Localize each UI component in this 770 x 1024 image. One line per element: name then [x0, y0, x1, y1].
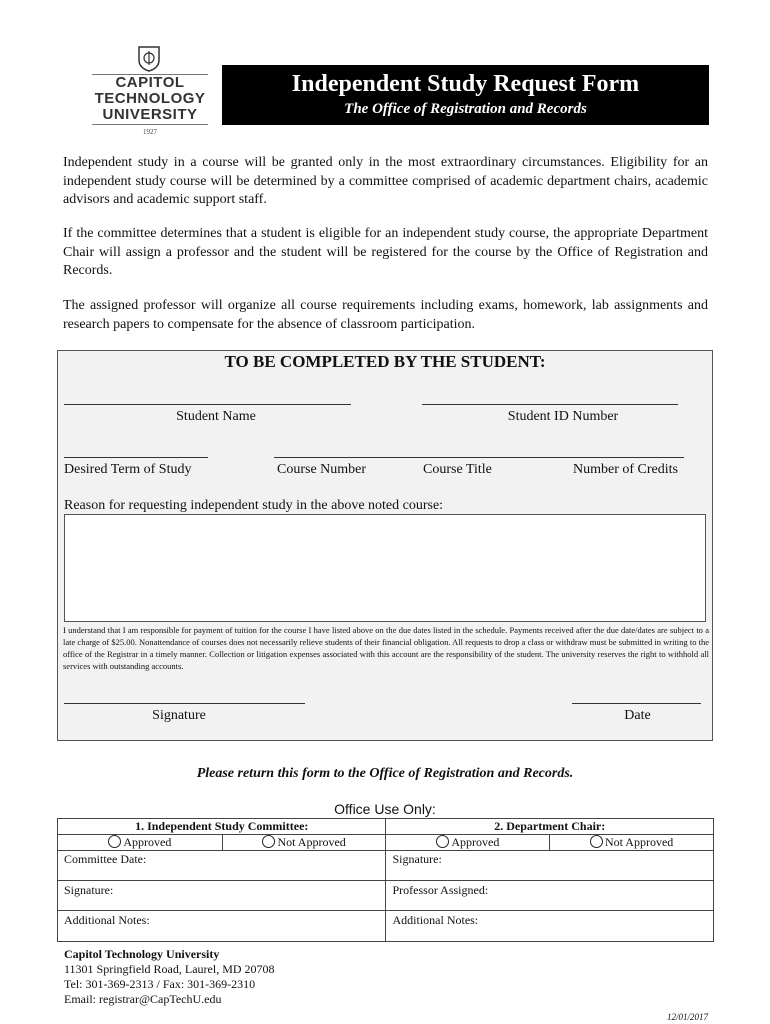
- reason-label: Reason for requesting independent study in the above noted course:: [64, 498, 444, 513]
- radio-icon[interactable]: [436, 835, 449, 848]
- course-number-label: Course Number: [277, 462, 367, 477]
- office-use-title: Office Use Only:: [334, 801, 436, 817]
- form-header: [222, 65, 709, 125]
- intro-paragraph-2: If the committee determines that a student is eligible for an independent study course, the appropriate Department Chair will assign a professor and the student will be registered for the course by the Office of Registration and Records.: [63, 226, 708, 278]
- student-name-field[interactable]: [64, 404, 351, 405]
- term-field[interactable]: [64, 457, 208, 458]
- student-id-label: Student ID Number: [507, 409, 619, 424]
- committee-header: 1. Independent Study Committee:: [58, 819, 386, 835]
- signature-field[interactable]: [64, 703, 305, 704]
- form-title: Independent Study Request Form: [291, 71, 640, 97]
- course-title-label: Course Title: [423, 462, 492, 477]
- committee-signature-label: Signature:: [64, 883, 114, 897]
- footer-address: 11301 Springfield Road, Laurel, MD 20708: [64, 962, 275, 976]
- office-use-table: [57, 818, 714, 942]
- footer-org: Capitol Technology University: [64, 947, 220, 961]
- chair-notes-label: Additional Notes:: [392, 913, 479, 927]
- intro-paragraph-1: Independent study in a course will be granted only in the most extraordinary circumstances. Eligibility for an independent study course will be determined by a committee comprised of academic department chairs, academic advisors and academic support staff.: [63, 155, 708, 207]
- student-id-field[interactable]: [422, 404, 678, 405]
- chair-not-approved-option[interactable]: [550, 835, 714, 851]
- professor-assigned-cell[interactable]: [386, 881, 714, 911]
- committee-approved-option[interactable]: [58, 835, 223, 851]
- radio-icon[interactable]: [262, 835, 275, 848]
- intro-paragraph-3: The assigned professor will organize all course requirements including exams, homework, lab assignments and research papers to compensate for the absence of classroom participation.: [63, 298, 708, 332]
- chair-approved-option[interactable]: [386, 835, 550, 851]
- logo-line-3: UNIVERSITY: [102, 106, 198, 123]
- footer-email: Email: registrar@CapTechU.edu: [64, 992, 222, 1006]
- committee-date-label: Committee Date:: [64, 852, 147, 866]
- contact-footer: [64, 947, 275, 1007]
- student-name-label: Student Name: [176, 409, 256, 424]
- radio-icon[interactable]: [108, 835, 121, 848]
- student-section-heading: TO BE COMPLETED BY THE STUDENT:: [224, 352, 546, 371]
- reason-textarea[interactable]: [64, 514, 706, 622]
- committee-notes-label: Additional Notes:: [64, 913, 150, 927]
- credits-label: Number of Credits: [573, 462, 678, 477]
- committee-not-approved-option[interactable]: [222, 835, 386, 851]
- logo-line-2: TECHNOLOGY: [94, 90, 206, 107]
- chair-not-approved-label: Not Approved: [604, 835, 674, 849]
- committee-approved-label: Approved: [123, 835, 172, 849]
- shield-icon: [138, 46, 160, 72]
- university-logo: [88, 44, 212, 140]
- committee-signature-cell[interactable]: [58, 881, 386, 911]
- professor-assigned-label: Professor Assigned:: [392, 883, 489, 897]
- chair-signature-cell[interactable]: [386, 851, 714, 881]
- committee-not-approved-label: Not Approved: [277, 835, 346, 849]
- term-label: Desired Term of Study: [64, 462, 192, 477]
- revision-date: 12/01/2017: [666, 1012, 708, 1022]
- footer-phone: Tel: 301-369-2313 / Fax: 301-369-2310: [64, 977, 256, 991]
- signature-label: Signature: [152, 708, 206, 723]
- payment-disclaimer: I understand that I am responsible for payment of tuition for the course I have listed above on the due dates listed in the schedule. Payments received after the due date/dates are subject to a late charge of $25.00. Nonattendance of courses does not necessarily relieve students of their financial obligation. All requests to drop a class or withdraw must be submitted in writing to the office of the Registrar in a timely manner. Collection or litigation expenses associated with this account are the responsibility of the student. The university reserves the right to withhold all services with outstanding accounts.: [63, 625, 709, 671]
- chair-approved-label: Approved: [451, 835, 500, 849]
- date-label: Date: [624, 708, 651, 723]
- chair-header: 2. Department Chair:: [386, 819, 714, 835]
- chair-signature-label: Signature:: [392, 852, 442, 866]
- form-subtitle: The Office of Registration and Records: [344, 101, 587, 117]
- committee-date-cell[interactable]: [58, 851, 386, 881]
- logo-line-1: CAPITOL: [115, 74, 185, 91]
- course-details-field[interactable]: [274, 457, 684, 458]
- date-field[interactable]: [572, 703, 701, 704]
- committee-notes-cell[interactable]: [58, 911, 386, 942]
- radio-icon[interactable]: [590, 835, 603, 848]
- return-note: Please return this form to the Office of Registration and Records.: [196, 766, 574, 781]
- chair-notes-cell[interactable]: [386, 911, 714, 942]
- logo-year: 1927: [143, 128, 157, 136]
